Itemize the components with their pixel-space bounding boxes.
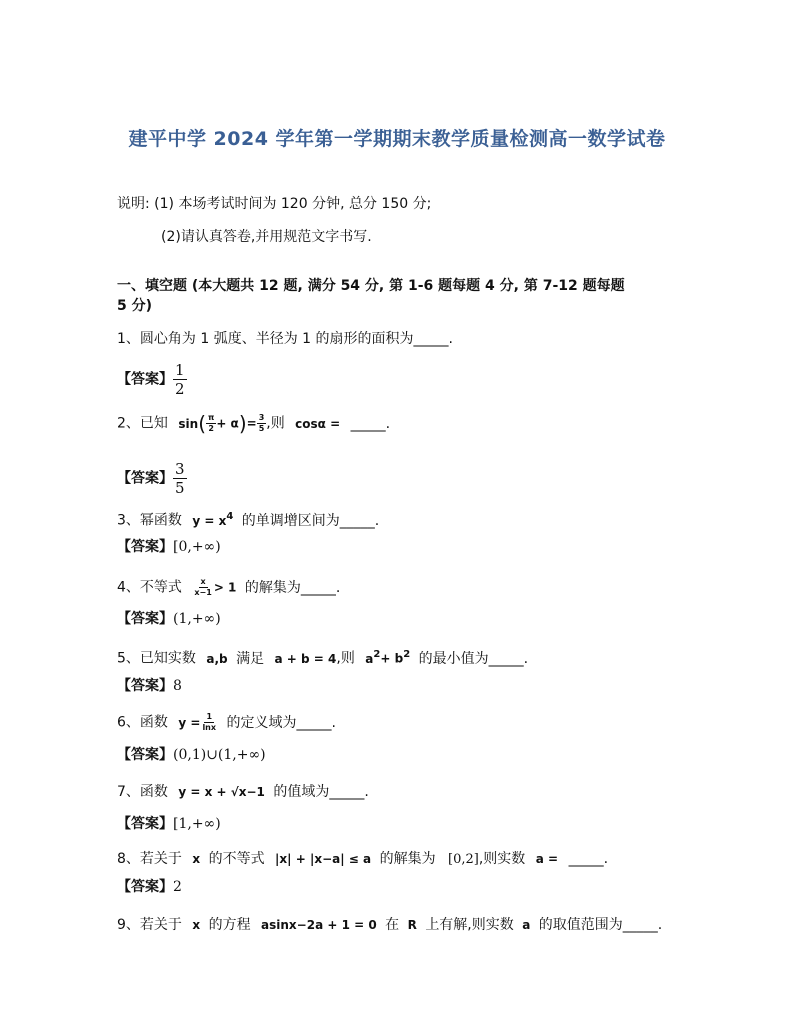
question-6: 6、函数 y = $\frac{1}{\ln x}$ 的定义域为_____.	[117, 712, 336, 732]
answer-6: 【答案】(0,1)∪(1,+∞)	[117, 747, 266, 763]
section-heading-line-1: 一、填空题 (本大题共 12 题, 满分 54 分, 第 1-6 题每题 4 分, 第 7-12 题每题	[117, 278, 625, 294]
answer-label: 【答案】	[117, 816, 173, 832]
answer-fraction: $\frac{3}{5}$	[175, 460, 185, 497]
question-2: 2、已知 sin( $\frac{\pi}{2}$ + α)= $\frac{3}{5}$ ,则 cosα = _____.	[117, 411, 391, 436]
question-4: 4、不等式 $\frac{x}{x-1}$ > 1 的解集为_____.	[117, 577, 341, 597]
question-5: 5、已知实数 a,b 满足 a + b = 4,则 $a^2+ b^2$ 的最小值为_____.	[117, 649, 529, 667]
section-heading-line-2: 5 分)	[117, 298, 153, 314]
answer-1	[117, 361, 187, 398]
answer-3: 【答案】[0,+∞)	[117, 539, 221, 555]
answer-8: 【答案】2	[117, 879, 182, 895]
question-7: 7、函数 y = x + √x−1 的值域为_____.	[117, 784, 369, 800]
answer-label: 【答案】	[117, 470, 173, 487]
instruction-line-1: 说明: (1) 本场考试时间为 120 分钟, 总分 150 分;	[117, 196, 432, 212]
math-fraction: $\frac{\pi}{2}$	[208, 413, 215, 433]
answer-label: 【答案】	[117, 611, 173, 627]
math-fraction: $\frac{1}{\ln x}$	[202, 712, 217, 732]
answer-label: 【答案】	[117, 539, 173, 555]
question-1: 1、圆心角为 1 弧度、半径为 1 的扇形的面积为_____.	[117, 331, 453, 347]
section-heading	[117, 276, 687, 316]
answer-fraction: $\frac{1}{2}$	[175, 361, 185, 398]
answer-4: 【答案】(1,+∞)	[117, 611, 221, 627]
math-fraction: $\frac{3}{5}$	[258, 413, 265, 433]
answer-7: 【答案】[1,+∞)	[117, 816, 221, 832]
instruction-line-2: (2)请认真答卷,并用规范文字书写.	[161, 229, 372, 245]
answer-label: 【答案】	[117, 371, 173, 388]
answer-5: 【答案】8	[117, 678, 182, 694]
answer-label: 【答案】	[117, 747, 173, 763]
question-9: 9、若关于 x 的方程 asinx−2a + 1 = 0 在 R 上有解,则实数 a 的取值范围为_____.	[117, 917, 663, 933]
answer-label: 【答案】	[117, 879, 173, 895]
answer-2	[117, 460, 187, 497]
question-3: 3、幂函数 $y = x^4$ 的单调增区间为_____.	[117, 511, 380, 529]
page-title: 建平中学 2024 学年第一学期期末教学质量检测高一数学试卷	[128, 128, 666, 150]
question-8: 8、若关于 x 的不等式 |x| + |x−a| ≤ a 的解集为 [0,2],则实数 a = _____.	[117, 851, 609, 867]
math-fraction: $\frac{x}{x-1}$	[194, 577, 212, 597]
answer-label: 【答案】	[117, 678, 173, 694]
math-sin: sin	[178, 416, 199, 431]
